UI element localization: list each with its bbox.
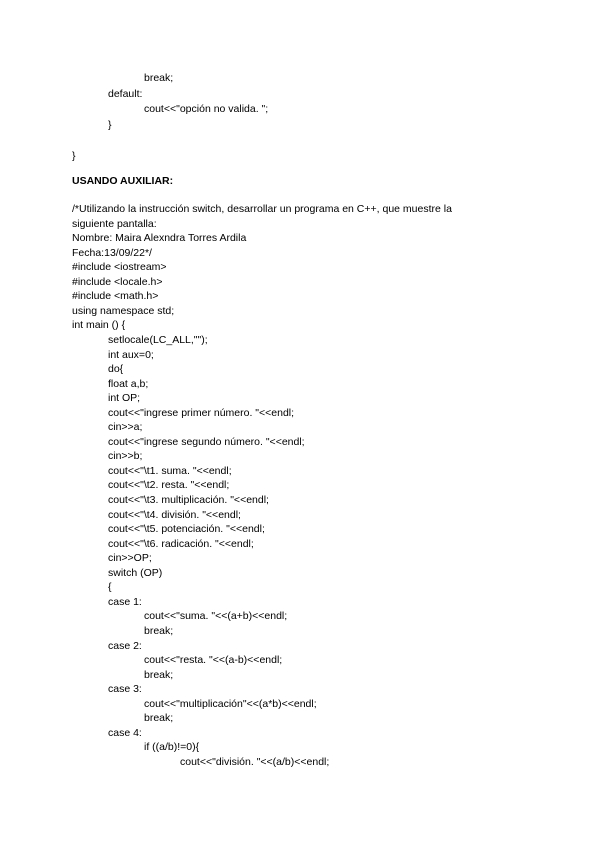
code-line: Nombre: Maira Alexndra Torres Ardila: [72, 232, 247, 245]
code-line: cout<<"\t2. resta. "<<endl;: [108, 479, 230, 492]
code-line: cout<<"resta. "<<(a-b)<<endl;: [144, 654, 283, 667]
code-line: break;: [144, 72, 174, 84]
code-line: cout<<"\t5. potenciación. "<<endl;: [108, 523, 265, 536]
code-line: break;: [144, 712, 174, 725]
code-line: #include <math.h>: [72, 290, 159, 303]
code-line: break;: [144, 624, 174, 637]
code-line: break;: [144, 668, 174, 681]
code-line: #include <iostream>: [72, 261, 167, 274]
code-line: default:: [108, 87, 143, 100]
code-line: cout<<"ingrese segundo número. "<<endl;: [108, 435, 305, 448]
code-line: case 1:: [108, 595, 142, 608]
code-line: /*Utilizando la instrucción switch, desarrollar un programa en C++, que muestre la: [72, 203, 452, 215]
code-line: cout<<"\t1. suma. "<<endl;: [108, 464, 232, 477]
code-line: do{: [108, 363, 124, 376]
code-line: }: [108, 118, 112, 131]
code-line: int aux=0;: [108, 348, 154, 361]
code-line: setlocale(LC_ALL,"");: [108, 333, 208, 346]
code-line: case 2:: [108, 639, 142, 652]
code-line: cin>>a;: [108, 421, 143, 434]
code-line: Fecha:13/09/22*/: [72, 246, 152, 259]
code-line: cout<<"suma. "<<(a+b)<<endl;: [144, 610, 288, 623]
code-line: cout<<"división. "<<(a/b)<<endl;: [180, 755, 330, 768]
code-line: cout<<"\t4. división. "<<endl;: [108, 508, 241, 521]
code-line: }: [72, 150, 76, 162]
code-line: cin>>b;: [108, 450, 143, 463]
code-line: cout<<"multiplicación"<<(a*b)<<endl;: [144, 697, 317, 710]
code-line: switch (OP): [108, 566, 163, 579]
code-line: siguiente pantalla:: [72, 217, 157, 230]
code-line: cin>>OP;: [108, 552, 152, 565]
code-line: cout<<"\t3. multiplicación. "<<endl;: [108, 494, 269, 506]
code-line: case 3:: [108, 683, 142, 696]
code-line: float a,b;: [108, 377, 149, 390]
code-line: cout<<"\t6. radicación. "<<endl;: [108, 537, 254, 550]
code-line: int OP;: [108, 392, 141, 405]
code-line: if ((a/b)!=0){: [144, 741, 200, 754]
code-line: int main () {: [72, 319, 126, 332]
code-line: {: [108, 581, 112, 594]
code-line: cout<<"ingrese primer número. "<<endl;: [108, 406, 295, 419]
code-line: case 4:: [108, 726, 142, 739]
code-line: cout<<"opción no valida. ";: [144, 103, 269, 116]
code-line: using namespace std;: [72, 304, 175, 317]
section-heading: USANDO AUXILIAR:: [72, 175, 174, 187]
code-line: #include <locale.h>: [72, 275, 163, 288]
